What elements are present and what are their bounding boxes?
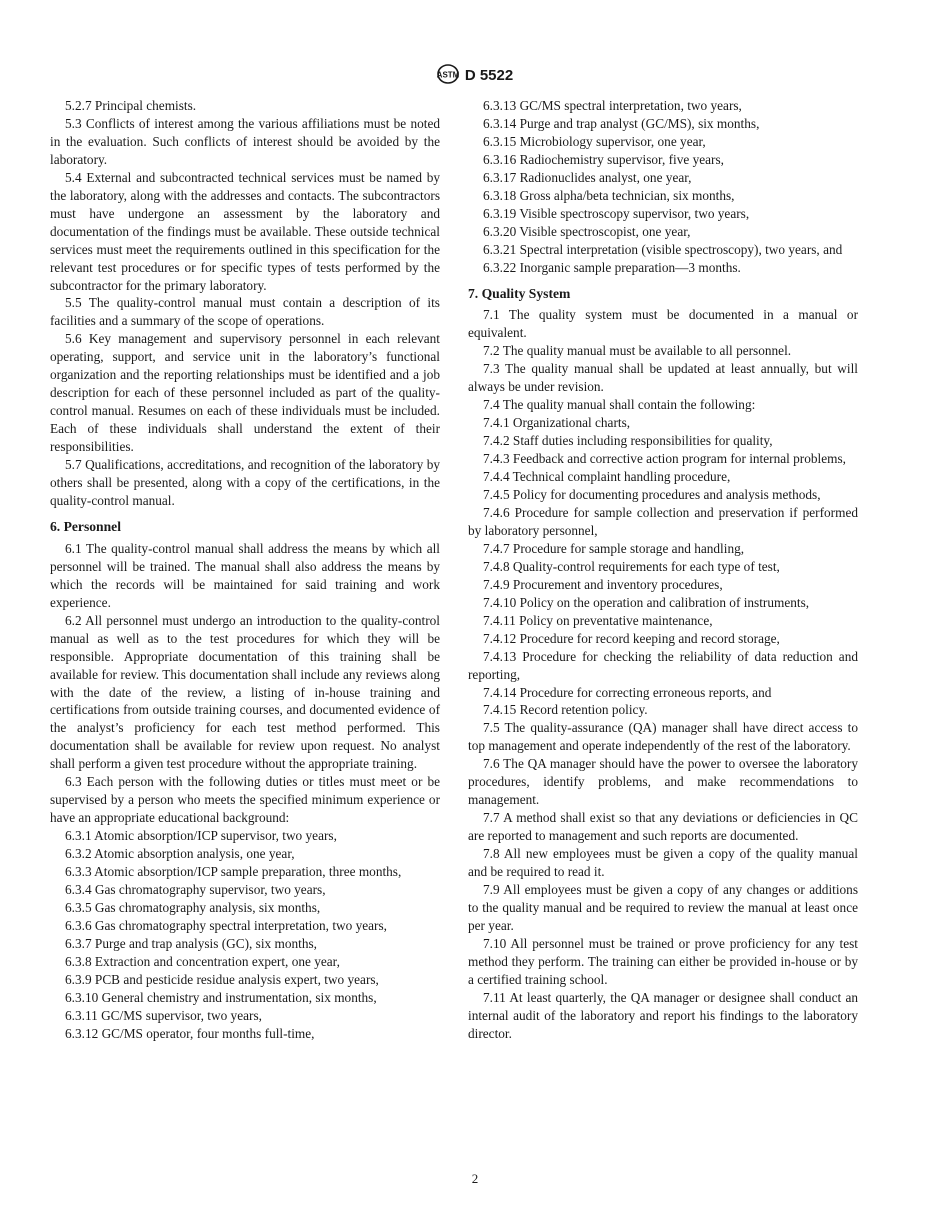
paragraph-7-1: 7.1 The quality system must be documented in a manual or equivalent. [468,307,858,341]
section-heading-personnel: 6. Personnel [50,518,121,534]
list-item-6-3-11: 6.3.11 GC/MS supervisor, two years, [65,1007,262,1023]
paragraph-7-9: 7.9 All employees must be given a copy of any changes or additions to the quality manual and be required to review the manual at least once per year. [468,881,858,933]
paragraph-7-11: 7.11 At least quarterly, the QA manager or designee shall conduct an internal audit of the laboratory and report his findings to the laboratory director. [468,989,858,1041]
page-number: 2 [471,1171,479,1186]
paragraph-5-2-7: 5.2.7 Principal chemists. [65,98,197,113]
list-item-7-4-1: 7.4.1 Organizational charts, [483,415,631,431]
list-item-6-3-10: 6.3.10 General chemistry and instrumentation, six months, [65,989,377,1005]
right-column [468,97,858,1043]
list-item-7-4-14: 7.4.14 Procedure for correcting erroneous reports, and [483,684,772,700]
list-item-6-3-22: 6.3.22 Inorganic sample preparation—3 months. [483,259,741,275]
list-item-7-4-8: 7.4.8 Quality-control requirements for each type of test, [483,558,780,574]
list-item-7-4-2: 7.4.2 Staff duties including responsibilities for quality, [483,433,773,449]
list-item-6-3-9: 6.3.9 PCB and pesticide residue analysis expert, two years, [65,971,379,987]
paragraph-7-2: 7.2 The quality manual must be available to all personnel. [483,343,792,359]
list-item-6-3-16: 6.3.16 Radiochemistry supervisor, five years, [483,151,724,167]
list-item-7-4-9: 7.4.9 Procurement and inventory procedures, [483,576,723,592]
list-item-6-3-4: 6.3.4 Gas chromatography supervisor, two years, [65,881,326,897]
list-item-6-3-19: 6.3.19 Visible spectroscopy supervisor, two years, [483,205,750,221]
page-header [0,64,950,84]
paragraph-6-1: 6.1 The quality-control manual shall address the means by which all personnel will be trained. The manual shall also address the means by which the records will be maintained for said training and work experience. [50,540,440,610]
list-item-7-4-7: 7.4.7 Procedure for sample storage and handling, [483,540,745,556]
list-item-6-3-12: 6.3.12 GC/MS operator, four months full-time, [65,1025,315,1041]
list-item-7-4-3: 7.4.3 Feedback and corrective action program for internal problems, [483,451,846,467]
list-item-6-3-17: 6.3.17 Radionuclides analyst, one year, [483,169,692,185]
list-item-7-4-15: 7.4.15 Record retention policy. [483,702,648,718]
paragraph-7-5: 7.5 The quality-assurance (QA) manager shall have direct access to top management and operate independently of the rest of the laboratory. [468,720,858,754]
list-item-6-3-20: 6.3.20 Visible spectroscopist, one year, [483,223,691,239]
paragraph-7-3: 7.3 The quality manual shall be updated at least annually, but will always be under revision. [468,361,858,395]
svg-text:ASTM: ASTM [436,70,459,80]
paragraph-7-4: 7.4 The quality manual shall contain the following: [483,397,756,413]
section-heading-quality-system: 7. Quality System [468,285,571,301]
list-item-7-4-4: 7.4.4 Technical complaint handling procedure, [483,469,731,485]
list-item-7-4-12: 7.4.12 Procedure for record keeping and record storage, [483,630,780,646]
paragraph-5-7: 5.7 Qualifications, accreditations, and recognition of the laboratory by others shall be presented, along with a copy of the certifications, in the quality-control manual. [50,457,440,508]
list-item-6-3-21: 6.3.21 Spectral interpretation (visible spectroscopy), two years, and [483,241,843,257]
paragraph-5-3: 5.3 Conflicts of interest among the various affiliations must be noted in the evaluation. Such conflicts of interest should be avoided by the laboratory. [50,115,440,167]
paragraph-7-8: 7.8 All new employees must be given a copy of the quality manual and be required to read it. [468,846,858,880]
astm-logo-icon [437,64,459,84]
list-item-6-3-14: 6.3.14 Purge and trap analyst (GC/MS), six months, [483,115,760,131]
list-item-6-3-6: 6.3.6 Gas chromatography spectral interpretation, two years, [65,917,387,933]
list-item-7-4-13: 7.4.13 Procedure for checking the reliability of data reduction and reporting, [468,648,858,682]
list-item-6-3-5: 6.3.5 Gas chromatography analysis, six months, [65,899,321,915]
paragraph-6-3: 6.3 Each person with the following duties or titles must meet or be supervised by a person who meets the specified minimum experience or have an appropriate educational background: [50,774,440,826]
list-item-7-4-6: 7.4.6 Procedure for sample collection and preservation if performed by laboratory personnel, [468,504,858,538]
paragraph-5-4: 5.4 External and subcontracted technical services must be named by the laboratory, along with the addresses and contacts. The subcontractors must have undergone an assessment by the laboratory and documentation of the findings must be available. These outside technical services must meet the requirements outlined in this specification for the relevant test procedures or for specific types of tests performed by the subcontractor for the primary laboratory. [50,169,440,293]
list-item-6-3-18: 6.3.18 Gross alpha/beta technician, six months, [483,187,735,203]
list-item-6-3-8: 6.3.8 Extraction and concentration expert, one year, [65,953,340,969]
paragraph-5-5: 5.5 The quality-control manual must contain a description of its facilities and a summary of the scope of operations. [50,295,440,329]
left-column [50,97,440,1043]
list-item-7-4-5: 7.4.5 Policy for documenting procedures and analysis methods, [483,487,821,503]
paragraph-5-6: 5.6 Key management and supervisory personnel in each relevant operating, support, and service unit in the laboratory’s functional organization and the reporting relationships must be identified and a job description for each of these personnel included as part of the quality-control manual. Resumes on each of these individuals must be included. Each of these individuals shall understand the extent of their responsibilities. [50,331,440,455]
paragraph-7-6: 7.6 The QA manager should have the power to oversee the laboratory procedures, identify problems, and make recommendations to management. [468,756,858,808]
list-item-6-3-15: 6.3.15 Microbiology supervisor, one year, [483,133,706,149]
paragraph-7-10: 7.10 All personnel must be trained or prove proficiency for any test method they perform. The training can either be provided in-house or by a certified training school. [468,935,858,987]
list-item-6-3-2: 6.3.2 Atomic absorption analysis, one year, [65,846,295,862]
list-item-7-4-10: 7.4.10 Policy on the operation and calibration of instruments, [483,594,810,610]
list-item-7-4-11: 7.4.11 Policy on preventative maintenance, [483,612,713,628]
paragraph-6-2: 6.2 All personnel must undergo an introduction to the quality-control manual as well as to the test procedures for which they will be responsible. Appropriate documentation of this training shall be available for review. This documentation shall include any reviews along with the date of the review, a listing of in-house training and certifications from outside training courses, and documented evidence of the analyst’s proficiency for each test method performed. This documentation shall be available for review upon request. No analyst shall perform a given test procedure without the appropriate training. [50,612,440,772]
list-item-6-3-13: 6.3.13 GC/MS spectral interpretation, two years, [483,98,742,113]
paragraph-7-7: 7.7 A method shall exist so that any deviations or deficiencies in QC are reported to management and such reports are documented. [468,810,858,844]
list-item-6-3-7: 6.3.7 Purge and trap analysis (GC), six months, [65,935,318,951]
list-item-6-3-3: 6.3.3 Atomic absorption/ICP sample preparation, three months, [65,864,402,880]
standard-designation: D 5522 [464,67,514,84]
list-item-6-3-1: 6.3.1 Atomic absorption/ICP supervisor, two years, [65,828,337,844]
